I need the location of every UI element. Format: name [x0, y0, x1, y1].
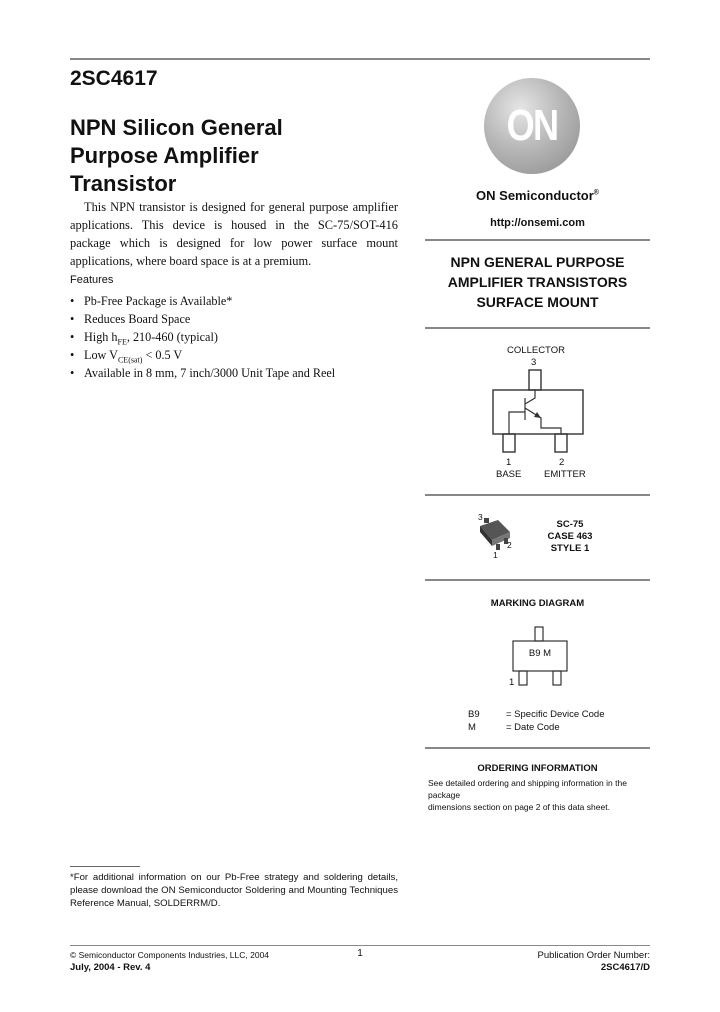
right-rule-4	[425, 579, 650, 581]
package-info	[535, 519, 605, 555]
pinout-diagram	[485, 368, 590, 458]
title-line-2: Purpose Amplifier	[70, 143, 259, 168]
right-rule-3	[425, 494, 650, 496]
product-heading-line-2: AMPLIFIER TRANSISTORS	[447, 274, 628, 290]
title-line-3: Transistor	[70, 171, 177, 196]
features-heading: Features	[70, 274, 114, 286]
date-revision: July, 2004 - Rev. 4	[70, 962, 151, 973]
ordering-text: See detailed ordering and shipping information in the package dimensions section on page 2 of this data sheet.	[428, 778, 627, 812]
copyright: © Semiconductor Components Industries, LLC, 2004	[70, 950, 270, 960]
footnote-rule	[70, 866, 140, 867]
collector-label: COLLECTOR	[507, 345, 565, 356]
feature-item: • High $h_{FE}$, 210-460 (typical)	[70, 330, 218, 347]
right-rule-2	[425, 327, 650, 329]
product-heading	[425, 252, 650, 312]
package-body	[493, 390, 583, 434]
pkg-pin-3: 3	[478, 512, 483, 522]
feature-item: • Reduces Board Space	[70, 312, 191, 326]
pkg-pin-1: 1	[493, 550, 498, 560]
logo-text: ON	[506, 101, 558, 150]
package-style: STYLE 1	[550, 543, 590, 554]
title-line-1: NPN Silicon General	[70, 115, 283, 140]
publication-number: 2SC4617/D	[600, 962, 650, 973]
footnote: *For additional information on our Pb-Free strategy and soldering details, please download the ON Semiconductor Soldering and Mounting Techniques Reference Manual, SOLDERRM/D.	[70, 872, 398, 909]
marking-pin-1: 1	[509, 677, 515, 688]
transistor-symbol	[509, 390, 561, 434]
brand-name: ON Semiconductor®	[476, 188, 599, 203]
legend-row: M = Date Code	[468, 722, 560, 733]
legend-row: B9 = Specific Device Code	[468, 709, 605, 720]
emitter-lead	[555, 434, 567, 452]
package-drawing	[474, 514, 520, 554]
publication-label: Publication Order Number:	[537, 950, 650, 961]
pin-1-label: 1	[506, 457, 512, 468]
intro-paragraph: This NPN transistor is designed for general purpose amplifier applications. This device is housed in the SC-75/SOT-416 package which is designed for low power surface mount applications, where board space is at a premium.	[70, 200, 398, 268]
ordering-heading: ORDERING INFORMATION	[477, 763, 598, 774]
product-heading-line-3: SURFACE MOUNT	[476, 294, 599, 310]
on-logo	[484, 78, 580, 174]
pin-3-label: 3	[531, 357, 537, 368]
pkg-pin-2: 2	[507, 540, 512, 550]
emitter-arrow	[534, 412, 541, 418]
brand-url: http://onsemi.com	[490, 217, 585, 229]
collector-lead	[529, 370, 541, 390]
pin-2-label: 2	[559, 457, 565, 468]
right-rule-1	[425, 239, 650, 241]
right-rule-5	[425, 747, 650, 749]
package-case: CASE 463	[547, 531, 593, 542]
feature-item: • Pb-Free Package is Available*	[70, 294, 233, 308]
base-lead	[503, 434, 515, 452]
feature-item: • Available in 8 mm, 7 inch/3000 Unit Tape and Reel	[70, 366, 336, 380]
marking-heading: MARKING DIAGRAM	[490, 598, 585, 609]
package-name: SC-75	[556, 519, 584, 530]
base-label: BASE	[496, 469, 522, 480]
top-rule	[70, 58, 650, 60]
footer-rule	[70, 945, 650, 946]
page-number: 1	[357, 948, 363, 959]
product-heading-line-1: NPN GENERAL PURPOSE	[450, 254, 625, 270]
document-title	[70, 114, 370, 198]
emitter-label: EMITTER	[544, 469, 586, 480]
marking-code: B9 M	[528, 648, 552, 659]
part-number: 2SC4617	[70, 67, 158, 90]
feature-item: • Low $V_{CE(sat)} < 0.5$ V	[70, 348, 183, 365]
